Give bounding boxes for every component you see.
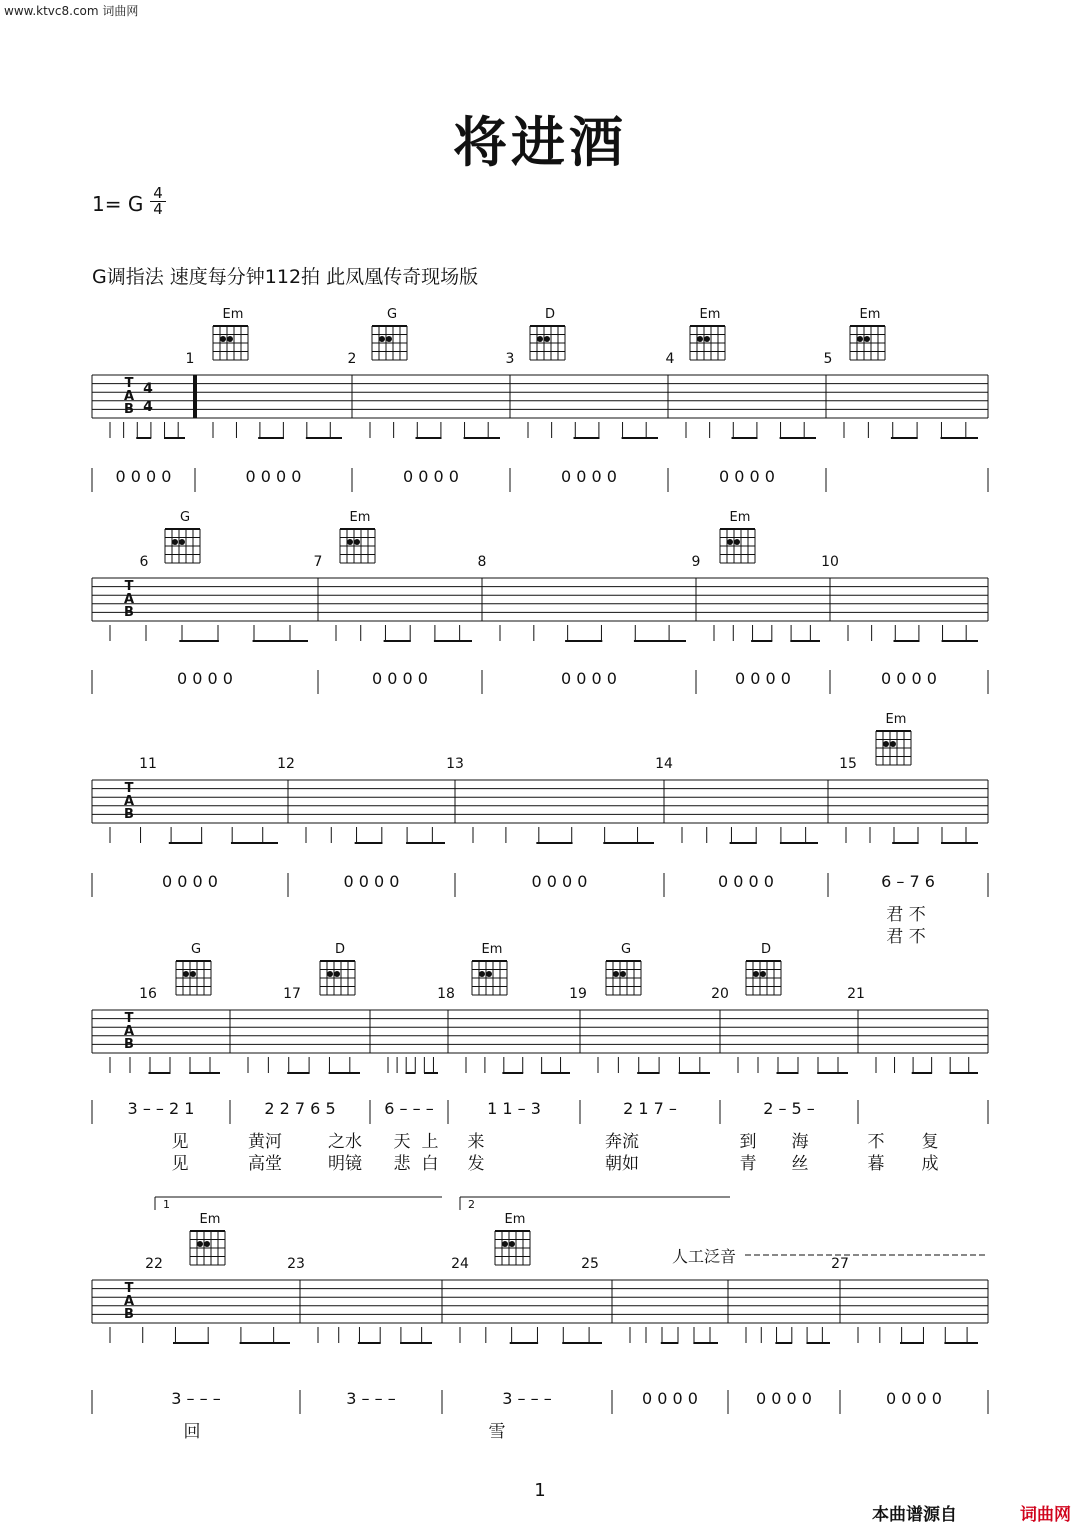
- tab-clef-letter: T: [124, 781, 134, 796]
- measure-number: 25: [581, 1256, 599, 1272]
- chord-dot: [179, 539, 185, 545]
- chord-name: G: [386, 307, 398, 322]
- chord-name: Em: [885, 712, 907, 727]
- chord-name: Em: [349, 510, 371, 525]
- chord-name: G: [179, 510, 191, 525]
- measure-number: 16: [139, 986, 157, 1002]
- chord-dot: [502, 1241, 508, 1247]
- tab-clef-letter: B: [124, 605, 134, 620]
- lyric-verse-2: 明镜: [328, 1154, 362, 1174]
- lyric-verse-1: 复: [921, 1132, 939, 1152]
- measure-number: 18: [437, 986, 455, 1002]
- chord-name: D: [334, 942, 346, 957]
- chord-dot: [183, 971, 189, 977]
- numbered-notation: 0 0 0 0: [735, 669, 791, 688]
- measure-number: 10: [821, 554, 839, 570]
- lyric-verse-1: 之水: [328, 1132, 362, 1152]
- tab-clef-letter: T: [124, 579, 134, 594]
- measure-number: 20: [711, 986, 729, 1002]
- tab-clef-letter: B: [124, 807, 134, 822]
- lyric-verse-1: 不: [867, 1132, 885, 1152]
- chord-name: Em: [222, 307, 244, 322]
- measure-number: 19: [569, 986, 587, 1002]
- tab-clef-letter: A: [123, 1294, 135, 1309]
- lyric-verse-2: 发: [467, 1154, 485, 1174]
- chord-dot: [864, 336, 870, 342]
- lyric-verse-1: 上: [421, 1132, 439, 1152]
- chord-dot: [537, 336, 543, 342]
- measure-number: 5: [823, 351, 833, 367]
- numbered-notation: 1 1 – 3: [487, 1099, 541, 1118]
- lyric-verse-2: 见: [171, 1154, 189, 1174]
- volta-1-label: 1: [163, 1198, 170, 1211]
- chord-dot: [857, 336, 863, 342]
- lyric-verse-1: 回: [183, 1422, 201, 1442]
- chord-dot: [204, 1241, 210, 1247]
- numbered-notation: 0 0 0 0: [372, 669, 428, 688]
- harmonics-label: 人工泛音: [672, 1247, 737, 1266]
- numbered-notation: 0 0 0 0: [718, 872, 774, 891]
- lyric-verse-2: 悲: [393, 1154, 411, 1174]
- chord-dot: [479, 971, 485, 977]
- lyric-verse-1: 君 不: [886, 905, 926, 925]
- measure-number: 7: [313, 554, 323, 570]
- chord-name: Em: [504, 1212, 526, 1227]
- numbered-notation: 0 0 0 0: [403, 467, 459, 486]
- numbered-notation: 0 0 0 0: [177, 669, 233, 688]
- tab-clef-letter: A: [123, 592, 135, 607]
- chord-dot: [883, 741, 889, 747]
- lyric-verse-1: 奔流: [605, 1132, 639, 1152]
- numbered-notation: 3 – – 2 1: [127, 1099, 195, 1118]
- lyric-verse-1: 天: [393, 1132, 411, 1152]
- chord-name: Em: [199, 1212, 221, 1227]
- footer-brand: 词曲网: [1020, 1505, 1071, 1525]
- measure-number: 13: [446, 756, 464, 772]
- tab-time-sig: 4: [143, 399, 153, 415]
- lyric-verse-2: 君 不: [886, 927, 926, 947]
- numbered-notation: 0 0 0 0: [756, 1389, 812, 1408]
- tab-clef-letter: T: [124, 1011, 134, 1026]
- tab-clef-letter: B: [124, 1307, 134, 1322]
- tab-time-sig: 4: [143, 381, 153, 397]
- chord-dot: [620, 971, 626, 977]
- chord-dot: [172, 539, 178, 545]
- chord-name: Em: [729, 510, 751, 525]
- numbered-notation: 0 0 0 0: [343, 872, 400, 891]
- numbered-notation: 0 0 0 0: [531, 872, 588, 891]
- chord-dot: [379, 336, 385, 342]
- chord-dot: [697, 336, 703, 342]
- numbered-notation: 3 – – –: [502, 1389, 552, 1408]
- chord-dot: [486, 971, 492, 977]
- chord-dot: [334, 971, 340, 977]
- measure-number: 8: [477, 554, 487, 570]
- measure-number: 2: [347, 351, 357, 367]
- numbered-notation: 3 – – –: [171, 1389, 221, 1408]
- numbered-notation: 2 1 7 –: [623, 1099, 677, 1118]
- chord-dot: [704, 336, 710, 342]
- chord-name: D: [760, 942, 772, 957]
- numbered-notation: 0 0 0 0: [162, 872, 218, 891]
- measure-number: 17: [283, 986, 301, 1002]
- chord-dot: [197, 1241, 203, 1247]
- chord-name: Em: [859, 307, 881, 322]
- numbered-notation: 0 0 0 0: [561, 467, 617, 486]
- chord-dot: [544, 336, 550, 342]
- chord-dot: [386, 336, 392, 342]
- lyric-verse-1: 到: [739, 1132, 757, 1152]
- measure-number: 21: [847, 986, 865, 1002]
- lyric-verse-2: 高堂: [248, 1154, 282, 1174]
- chord-dot: [190, 971, 196, 977]
- numbered-notation: 3 – – –: [346, 1389, 396, 1408]
- time-sig-top: 4: [150, 186, 166, 202]
- lyric-verse-2: 白: [421, 1154, 439, 1174]
- chord-dot: [734, 539, 740, 545]
- lyric-verse-1: 见: [171, 1132, 189, 1152]
- chord-dot: [220, 336, 226, 342]
- chord-name: Em: [481, 942, 503, 957]
- lyric-verse-2: 成: [921, 1154, 939, 1174]
- chord-name: D: [544, 307, 556, 322]
- chord-name: G: [620, 942, 632, 957]
- measure-number: 24: [451, 1256, 469, 1272]
- lyric-verse-1: 雪: [488, 1422, 506, 1442]
- numbered-notation: 0 0 0 0: [245, 467, 302, 486]
- tab-clef-letter: T: [124, 1281, 134, 1296]
- measure-number: 9: [691, 554, 701, 570]
- measure-number: 12: [277, 756, 295, 772]
- numbered-notation: 6 – 7 6: [881, 872, 935, 891]
- chord-name: Em: [699, 307, 721, 322]
- time-sig-bottom: 4: [153, 200, 163, 218]
- lyric-verse-1: 来: [467, 1132, 485, 1152]
- chord-dot: [753, 971, 759, 977]
- key-signature: 1= G: [92, 192, 144, 216]
- measure-number: 11: [139, 756, 157, 772]
- tab-clef-letter: A: [123, 794, 135, 809]
- tab-clef-letter: B: [124, 1037, 134, 1052]
- tab-clef-letter: A: [123, 1024, 135, 1039]
- numbered-notation: 2 – 5 –: [763, 1099, 815, 1118]
- measure-number: 3: [505, 351, 515, 367]
- numbered-notation: 0 0 0 0: [886, 1389, 942, 1408]
- measure-number: 6: [139, 554, 149, 570]
- numbered-notation: 0 0 0 0: [719, 467, 775, 486]
- numbered-notation: 0 0 0 0: [115, 467, 172, 486]
- chord-dot: [760, 971, 766, 977]
- lyric-verse-2: 朝如: [605, 1154, 639, 1174]
- lyric-verse-2: 暮: [867, 1154, 885, 1174]
- performance-info: G调指法 速度每分钟112拍 此凤凰传奇现场版: [92, 266, 479, 288]
- watermark: www.ktvc8.com 词曲网: [4, 4, 139, 18]
- lyric-verse-1: 黄河: [248, 1132, 282, 1152]
- chord-name: G: [190, 942, 202, 957]
- measure-number: 14: [655, 756, 673, 772]
- chord-dot: [227, 336, 233, 342]
- measure-number: 23: [287, 1256, 305, 1272]
- measure-number: 27: [831, 1256, 849, 1272]
- tab-clef-letter: T: [124, 376, 134, 391]
- numbered-notation: 0 0 0 0: [881, 669, 937, 688]
- measure-number: 4: [665, 351, 675, 367]
- tab-clef-letter: B: [124, 402, 134, 417]
- lyric-verse-1: 海: [791, 1132, 809, 1152]
- chord-dot: [327, 971, 333, 977]
- lyric-verse-2: 青: [739, 1154, 757, 1174]
- page-number: 1: [534, 1480, 546, 1501]
- lyric-verse-2: 丝: [791, 1154, 809, 1174]
- numbered-notation: 0 0 0 0: [561, 669, 617, 688]
- chord-dot: [890, 741, 896, 747]
- numbered-notation: 0 0 0 0: [642, 1389, 698, 1408]
- tab-clef-letter: A: [123, 389, 135, 404]
- chord-dot: [727, 539, 733, 545]
- numbered-notation: 2 2 7 6 5: [264, 1099, 336, 1118]
- measure-number: 1: [185, 351, 195, 367]
- measure-number: 15: [839, 756, 857, 772]
- footer-source: 本曲谱源自: [872, 1505, 957, 1525]
- chord-dot: [354, 539, 360, 545]
- chord-dot: [509, 1241, 515, 1247]
- measure-number: 22: [145, 1256, 163, 1272]
- page-title: 将进酒: [453, 111, 627, 174]
- chord-dot: [613, 971, 619, 977]
- volta-2-label: 2: [468, 1198, 475, 1211]
- numbered-notation: 6 – – –: [384, 1099, 434, 1118]
- chord-dot: [347, 539, 353, 545]
